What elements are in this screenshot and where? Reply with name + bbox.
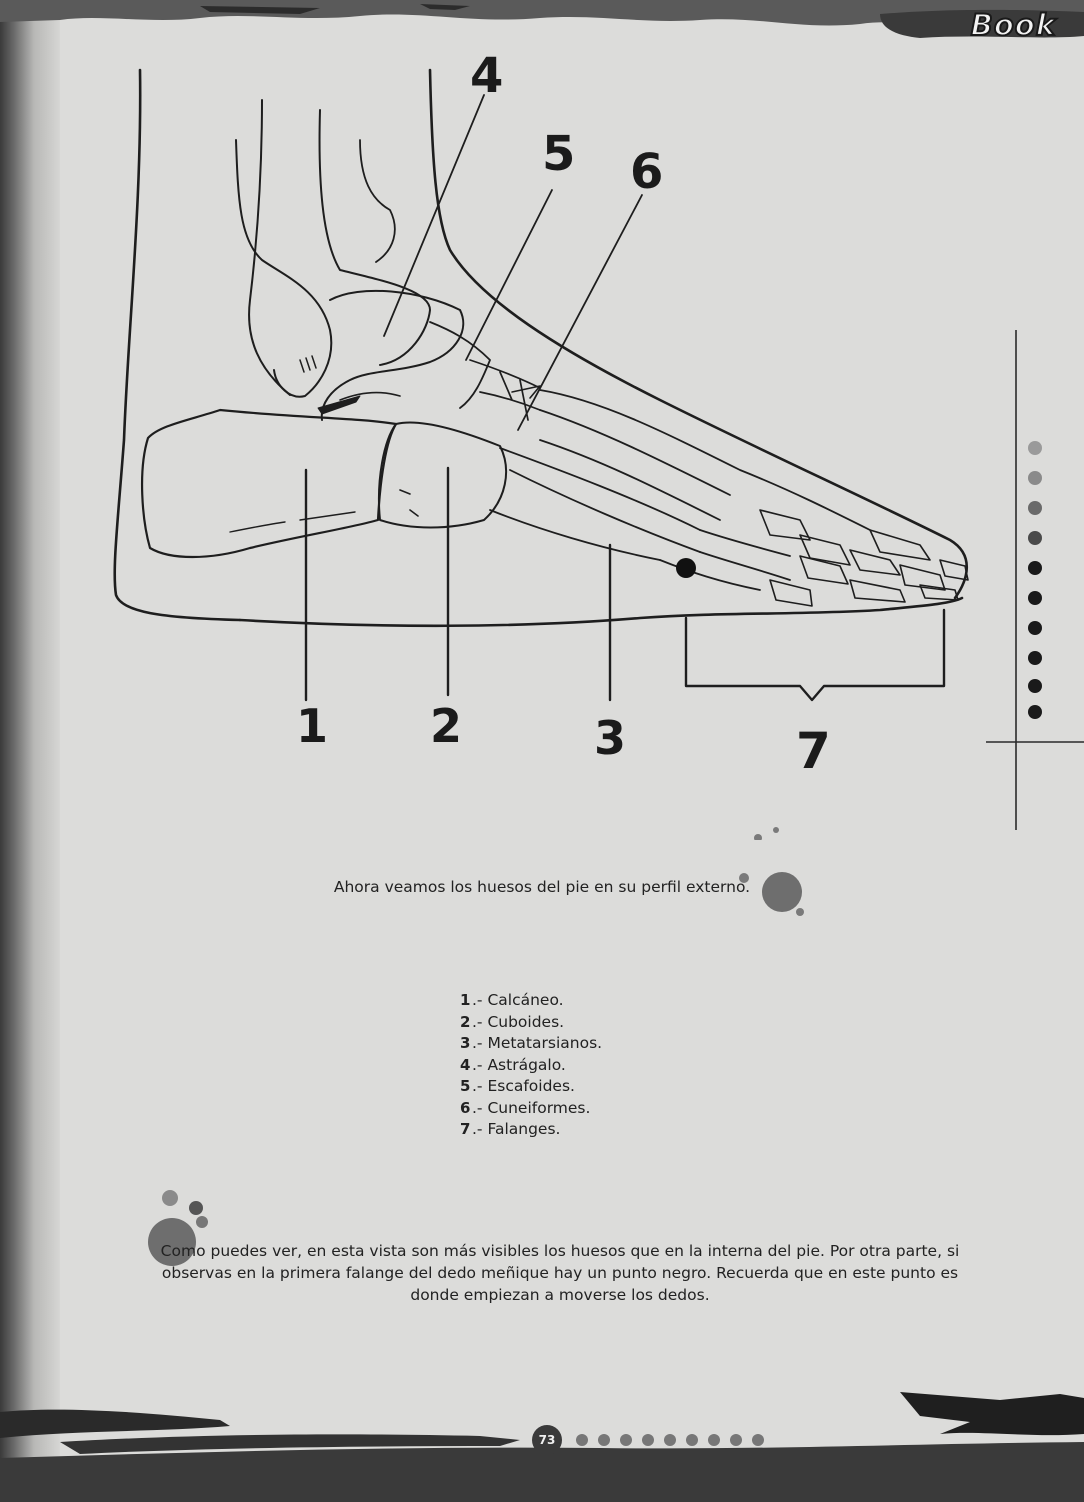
figure-caption: Ahora veamos los huesos del pie en su perfil externo.: [333, 878, 751, 896]
figure-label-7: 7: [796, 722, 831, 780]
figure-label-3: 3: [594, 711, 627, 765]
legend-item: 7 .- Falanges.: [460, 1120, 561, 1138]
legend-item: 1 .- Calcáneo.: [460, 991, 564, 1009]
figure-label-4: 4: [470, 48, 504, 104]
legend-item: 6 .- Cuneiformes.: [460, 1098, 591, 1117]
legend-item: 4 .- Astrágalo.: [460, 1055, 566, 1074]
legend-item: 2 .- Cuboides.: [460, 1012, 565, 1031]
figure-label-1: 1: [296, 699, 329, 753]
bone-legend: [460, 990, 602, 1141]
legend-item: 5 .- Escafoides.: [460, 1077, 575, 1095]
figure-label-5: 5: [542, 126, 576, 182]
page-number: 73: [532, 1425, 562, 1455]
book-header-tag: Book: [970, 8, 1056, 42]
explanation-paragraph: Como puedes ver, en esta vista son más visibles los huesos que en la interna del pie. Por otra parte, si observas en la primera falange del dedo meñique hay un punto negro. Recuerda que en este punto es donde empiezan a moverse los dedos.: [160, 1242, 960, 1304]
legend-item: 3 .- Metatarsianos.: [460, 1034, 603, 1052]
figure-label-2: 2: [430, 699, 463, 753]
figure-label-6: 6: [630, 144, 664, 200]
